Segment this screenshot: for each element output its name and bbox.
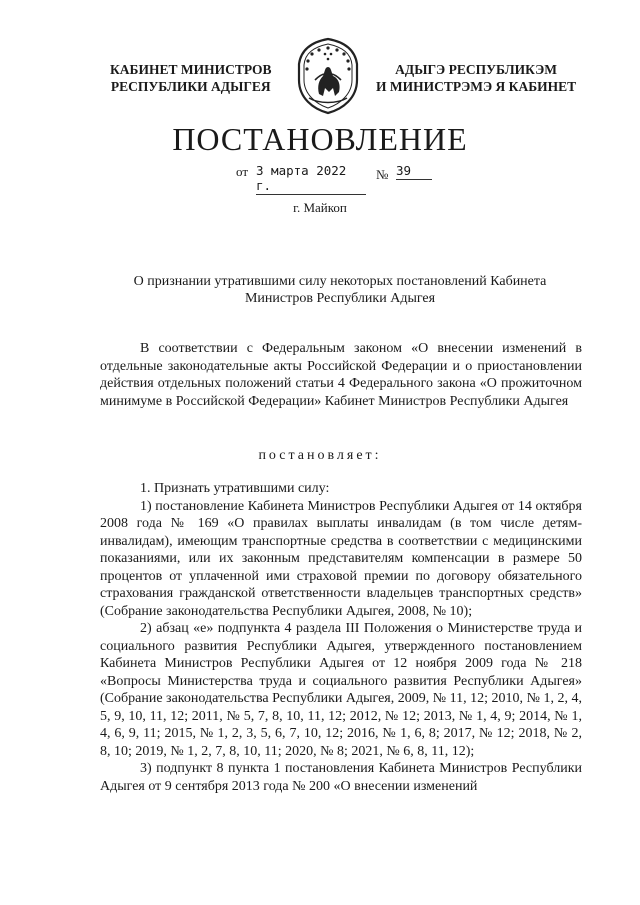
intro-paragraph-block xyxy=(100,340,582,410)
city-name: г. Майкоп xyxy=(293,200,347,215)
resolves-heading: постановляет: xyxy=(258,448,382,463)
coat-of-arms-icon xyxy=(289,36,367,116)
item-1-title: 1. Признать утратившими силу: xyxy=(140,481,330,496)
item-1-1: 1) постановление Кабинета Министров Республики Адыгея от 14 октября 2008 года № 169 «О правилах выплаты инвалидам (в том числе детям-инвалидам), имеющим транспортные средства в соответствии с медицинскими показаниями, или их законным представителям компенсации в размере 50 процентов от уплаченной ими страховой премии по договору обязательного страхования гражданской ответственности владельцев транспортных средств» (Собрание законодательства Республики Адыгея, 2008, № 10); xyxy=(100,498,582,619)
org-name-russian-line2: РЕСПУБЛИКИ АДЫГЕЯ xyxy=(110,79,271,94)
document-date: 3 марта 2022 г. xyxy=(256,163,366,195)
resolution-items xyxy=(100,480,582,795)
subject-line1: О признании утратившими силу некоторых постановлений Кабинета xyxy=(133,274,547,289)
org-name-adyghe-line2: И МИНИСТРЭМЭ Я КАБИНЕТ xyxy=(376,79,577,94)
org-name-russian-line1: КАБИНЕТ МИНИСТРОВ xyxy=(110,62,272,77)
org-name-adyghe-line1: АДЫГЭ РЕСПУБЛИКЭМ xyxy=(395,62,557,77)
date-prefix: от xyxy=(236,164,249,179)
document-title: ПОСТАНОВЛЕНИЕ xyxy=(172,121,468,157)
org-name-russian xyxy=(110,61,272,95)
item-1-3: 3) подпункт 8 пункта 1 постановления Кабинета Министров Республики Адыгея от 9 сентября 2013 года № 200 «О внесении изменений xyxy=(100,761,582,794)
number-label: № xyxy=(376,167,389,182)
document-subject xyxy=(100,273,580,307)
item-1-2: 2) абзац «е» подпункта 4 раздела III Положения о Министерстве труда и социального развития Республики Адыгея, утвержденного постановлением Кабинета Министров Республики Адыгея от 12 ноября 2009 года № 218 «Вопросы Министерства труда и социального развития Республики Адыгея» (Собрание законодательства Республики Адыгея, 2009, № 11, 12; 2010, № 1, 2, 4, 5, 9, 10, 11, 12; 2011, № 5, 7, 8, 10, 11, 12; 2012, № 12; 2013, № 1, 4, 9; 2014, № 1, 4, 6, 9, 11; 2015, № 1, 2, 3, 5, 6, 7, 10, 12; 2016, № 1, 6, 8; 2017, № 12; 2018, № 2, 8, 10; 2019, № 1, 2, 7, 8, 10, 11; 2020, № 8; 2021, № 6, 8, 11, 12); xyxy=(100,621,582,759)
document-number: 39 xyxy=(396,163,432,180)
subject-line2: Министров Республики Адыгея xyxy=(244,291,436,306)
intro-paragraph: В соответствии с Федеральным законом «О внесении изменений в отдельные законодательные акты Российской Федерации и о приостановлении действия отдельных положений статьи 4 Федерального закона «О прожиточном минимуме в Российской Федерации» Кабинет Министров Республики Адыгея xyxy=(100,341,582,409)
org-name-adyghe xyxy=(376,61,576,95)
